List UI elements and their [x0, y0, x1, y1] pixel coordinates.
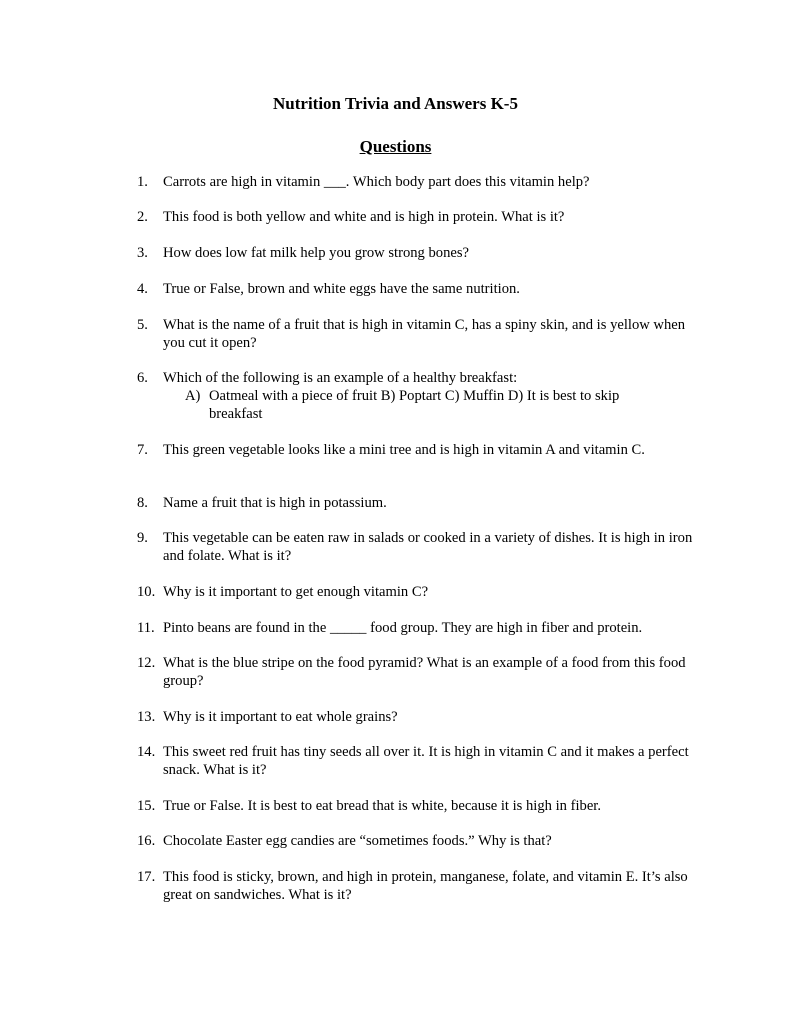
question-text: This vegetable can be eaten raw in salads or cooked in a variety of dishes. It is high in iron and folate. What is it? — [163, 530, 693, 564]
question-text: This sweet red fruit has tiny seeds all over it. It is high in vitamin C and it makes a perfect snack. What is it? — [163, 744, 689, 778]
question-text: Carrots are high in vitamin ___. Which body part does this vitamin help? — [163, 174, 590, 190]
option-text: Oatmeal with a piece of fruit B) Poptart C) Muffin D) It is best to skip breakfast — [209, 388, 620, 422]
section-heading: Questions — [359, 137, 432, 156]
question-number: 17. — [137, 869, 156, 885]
question-text: This green vegetable looks like a mini tree and is high in vitamin A and vitamin C. — [163, 442, 645, 458]
question-text: What is the blue stripe on the food pyramid? What is an example of a food from this food group? — [163, 655, 686, 689]
question-number: 7. — [137, 442, 148, 458]
question-text: What is the name of a fruit that is high in vitamin C, has a spiny skin, and is yellow when you cut it open? — [163, 317, 686, 351]
document-title: Nutrition Trivia and Answers K-5 — [273, 94, 518, 113]
question-number: 2. — [137, 209, 148, 225]
question-number: 3. — [137, 245, 148, 261]
question-number: 9. — [137, 530, 148, 546]
question-number: 10. — [137, 584, 156, 600]
question-number: 16. — [137, 833, 156, 849]
question-number: 13. — [137, 709, 156, 725]
question-text: How does low fat milk help you grow strong bones? — [163, 245, 470, 261]
question-text: This food is both yellow and white and is high in protein. What is it? — [163, 209, 565, 225]
question-number: 6. — [137, 370, 148, 386]
question-number: 1. — [137, 174, 148, 190]
question-text: True or False. It is best to eat bread that is white, because it is high in fiber. — [163, 798, 601, 814]
question-number: 15. — [137, 798, 156, 814]
question-text: Which of the following is an example of a healthy breakfast: — [163, 370, 518, 386]
question-text: This food is sticky, brown, and high in protein, manganese, folate, and vitamin E. It’s also great on sandwiches. What is it? — [163, 869, 688, 903]
question-number: 8. — [137, 495, 148, 511]
option-letter: A) — [185, 388, 201, 404]
question-text: True or False, brown and white eggs have the same nutrition. — [163, 281, 520, 297]
question-number: 4. — [137, 281, 148, 297]
question-number: 12. — [137, 655, 156, 671]
question-text: Pinto beans are found in the _____ food group. They are high in fiber and protein. — [163, 620, 643, 636]
question-number: 14. — [137, 744, 156, 760]
question-text: Why is it important to eat whole grains? — [163, 709, 398, 725]
question-text: Chocolate Easter egg candies are “sometimes foods.” Why is that? — [163, 833, 552, 849]
question-text: Name a fruit that is high in potassium. — [163, 495, 387, 511]
question-number: 5. — [137, 317, 148, 333]
question-text: Why is it important to get enough vitamin C? — [163, 584, 429, 600]
question-number: 11. — [137, 620, 155, 636]
